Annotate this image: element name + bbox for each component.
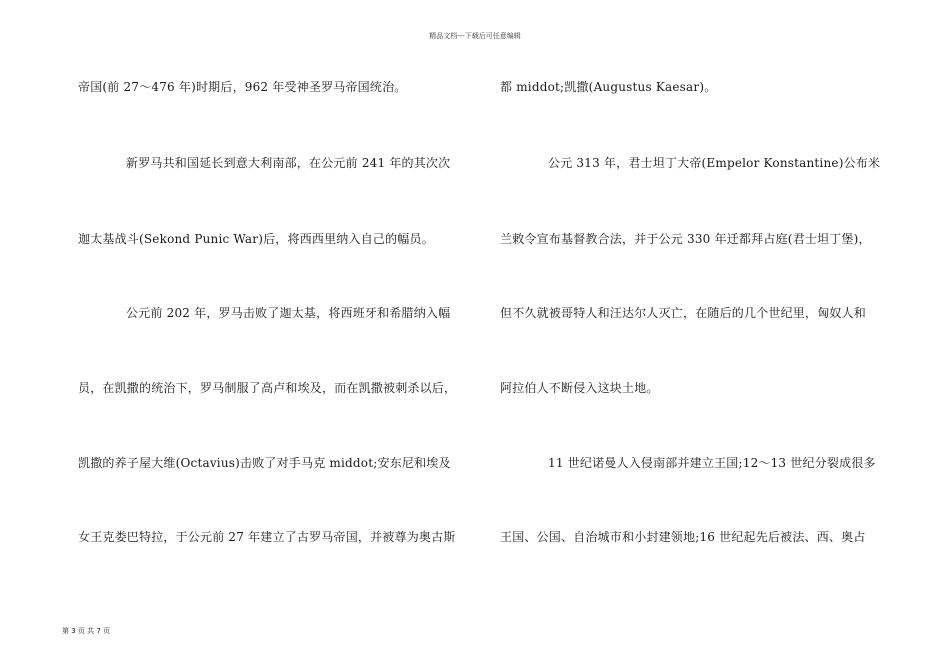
text-line: 11 世纪诺曼人入侵南部并建立王国;12～13 世纪分裂成很多 [548,456,876,470]
text-line: 帝国(前 27～476 年)时期后，962 年受神圣罗马帝国统治。 [78,80,407,94]
text-line: 都 middot;凯撒(Augustus Kaesar)。 [500,80,717,94]
text-line: 新罗马共和国延长到意大利南部，在公元前 241 年的其次次 [126,156,451,170]
page-header: 精品文档---下载后可任意编辑 [429,32,521,40]
text-line: 但不久就被哥特人和汪达尔人灭亡，在随后的几个世纪里，匈奴人和 [500,306,867,320]
text-line: 阿拉伯人不断侵入这块土地。 [500,381,659,395]
text-line: 迦太基战斗(Sekond Punic War)后，将西西里纳入自己的幅员。 [78,232,434,246]
text-line: 凯撒的养子屋大维(Octavius)击败了对手马克 middot;安东尼和埃及 [78,456,451,470]
text-line: 兰敕令宣布基督教合法，并于公元 330 年迁都拜占庭(君士坦丁堡)， [500,232,871,246]
text-line: 公元 313 年，君士坦丁大帝(Empelor Konstantine)公布米 [548,156,881,170]
text-line: 公元前 202 年，罗马击败了迦太基，将西班牙和希腊纳入幅 [126,306,451,320]
text-line: 女王克娄巴特拉，于公元前 27 年建立了古罗马帝国，并被尊为奥古斯 [78,530,456,544]
text-line: 员，在凯撒的统治下，罗马制服了高卢和埃及，而在凯撒被刺杀以后， [78,381,457,395]
text-line: 王国、公国、自治城市和小封建领地;16 世纪起先后被法、西、奥占 [500,530,866,544]
page-number: 第 3 页 共 7 页 [62,627,111,635]
